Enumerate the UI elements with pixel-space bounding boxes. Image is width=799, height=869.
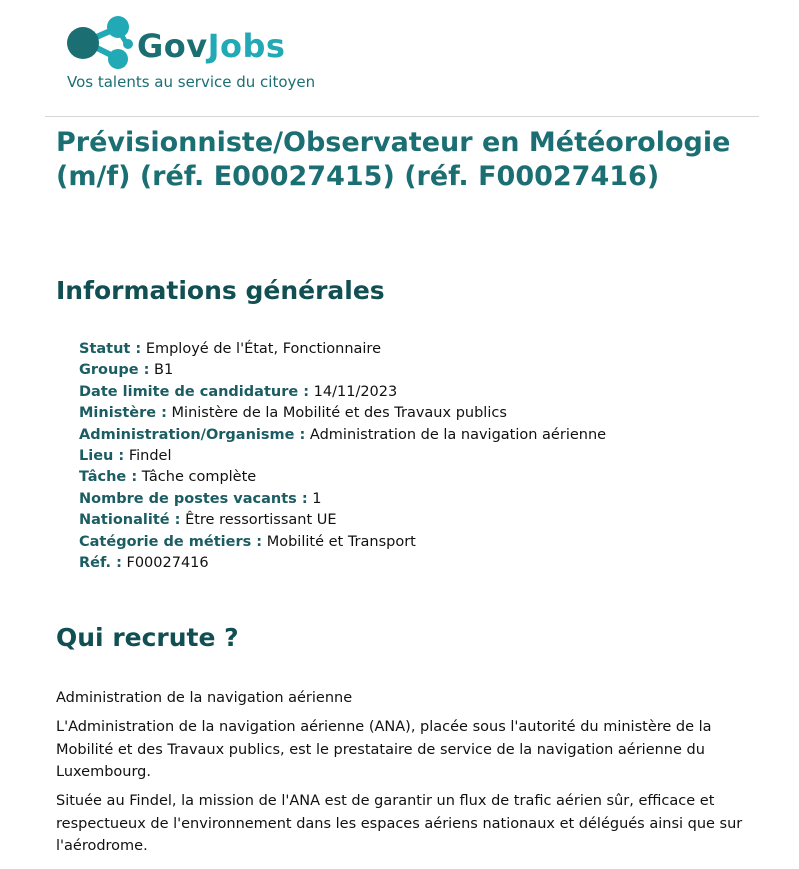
general-info-heading: Informations générales (56, 276, 385, 305)
info-item-categorie (79, 532, 606, 553)
info-item-ref (79, 553, 606, 574)
info-label: Lieu : (79, 448, 125, 465)
info-value: F00027416 (126, 555, 209, 572)
info-value: Tâche complète (141, 469, 257, 486)
info-label: Nationalité : (79, 512, 181, 529)
recruiter-description: L'Administration de la navigation aérienne (ANA), placée sous l'autorité du ministère de la Mobilité et des Travaux publics, est le prestataire de service de la navigation aérienne du Luxembourg. (56, 719, 712, 780)
tagline: Vos talents au service du citoyen (67, 73, 316, 91)
info-value: Employé de l'État, Fonctionnaire (145, 341, 381, 357)
info-item-postes-vacants (79, 489, 606, 510)
info-label: Catégorie de métiers : (79, 533, 263, 550)
info-label: Nombre de postes vacants : (79, 490, 308, 507)
brand-gov: Gov (137, 27, 208, 65)
info-label: Statut : (79, 341, 142, 357)
info-item-tache (79, 467, 606, 488)
logo-molecule-icon (65, 14, 135, 74)
info-label: Ministère : (79, 405, 167, 422)
info-item-ministere (79, 403, 606, 424)
info-label: Tâche : (79, 469, 138, 486)
info-item-lieu (79, 446, 606, 467)
info-value: 1 (312, 490, 322, 507)
info-value: 14/11/2023 (313, 383, 398, 400)
recruiter-name: Administration de la navigation aérienne (56, 690, 353, 706)
info-item-nationalite (79, 510, 606, 531)
info-value: Administration de la navigation aérienne (309, 426, 607, 443)
info-label: Administration/Organisme : (79, 426, 306, 443)
info-item-date-limite (79, 382, 606, 403)
brand-logo[interactable] (137, 27, 286, 65)
brand-jobs: Jobs (207, 27, 286, 65)
info-item-groupe (79, 360, 606, 381)
info-value: Ministère de la Mobilité et des Travaux publics (171, 405, 507, 422)
info-label: Groupe : (79, 362, 150, 379)
recruiter-heading: Qui recrute ? (56, 623, 239, 652)
recruiter-mission: Située au Findel, la mission de l'ANA est de garantir un flux de trafic aérien sûr, efficace et respectueux de l'environnement dans les espaces aériens nationaux et délégués ainsi que sur l'aérodrome. (56, 793, 743, 854)
general-info-list (79, 339, 606, 574)
info-value: Findel (128, 448, 172, 465)
info-value: B1 (154, 362, 174, 379)
info-value: Mobilité et Transport (266, 533, 416, 550)
info-label: Réf. : (79, 555, 122, 572)
header-divider (45, 116, 759, 117)
job-title: Prévisionniste/Observateur en Météorologie (m/f) (réf. E00027415) (réf. F00027416) (56, 127, 731, 192)
site-header (65, 14, 365, 94)
info-value: Être ressortissant UE (185, 512, 337, 529)
info-label: Date limite de candidature : (79, 383, 310, 400)
info-item-statut (79, 339, 606, 360)
info-item-administration (79, 425, 606, 446)
